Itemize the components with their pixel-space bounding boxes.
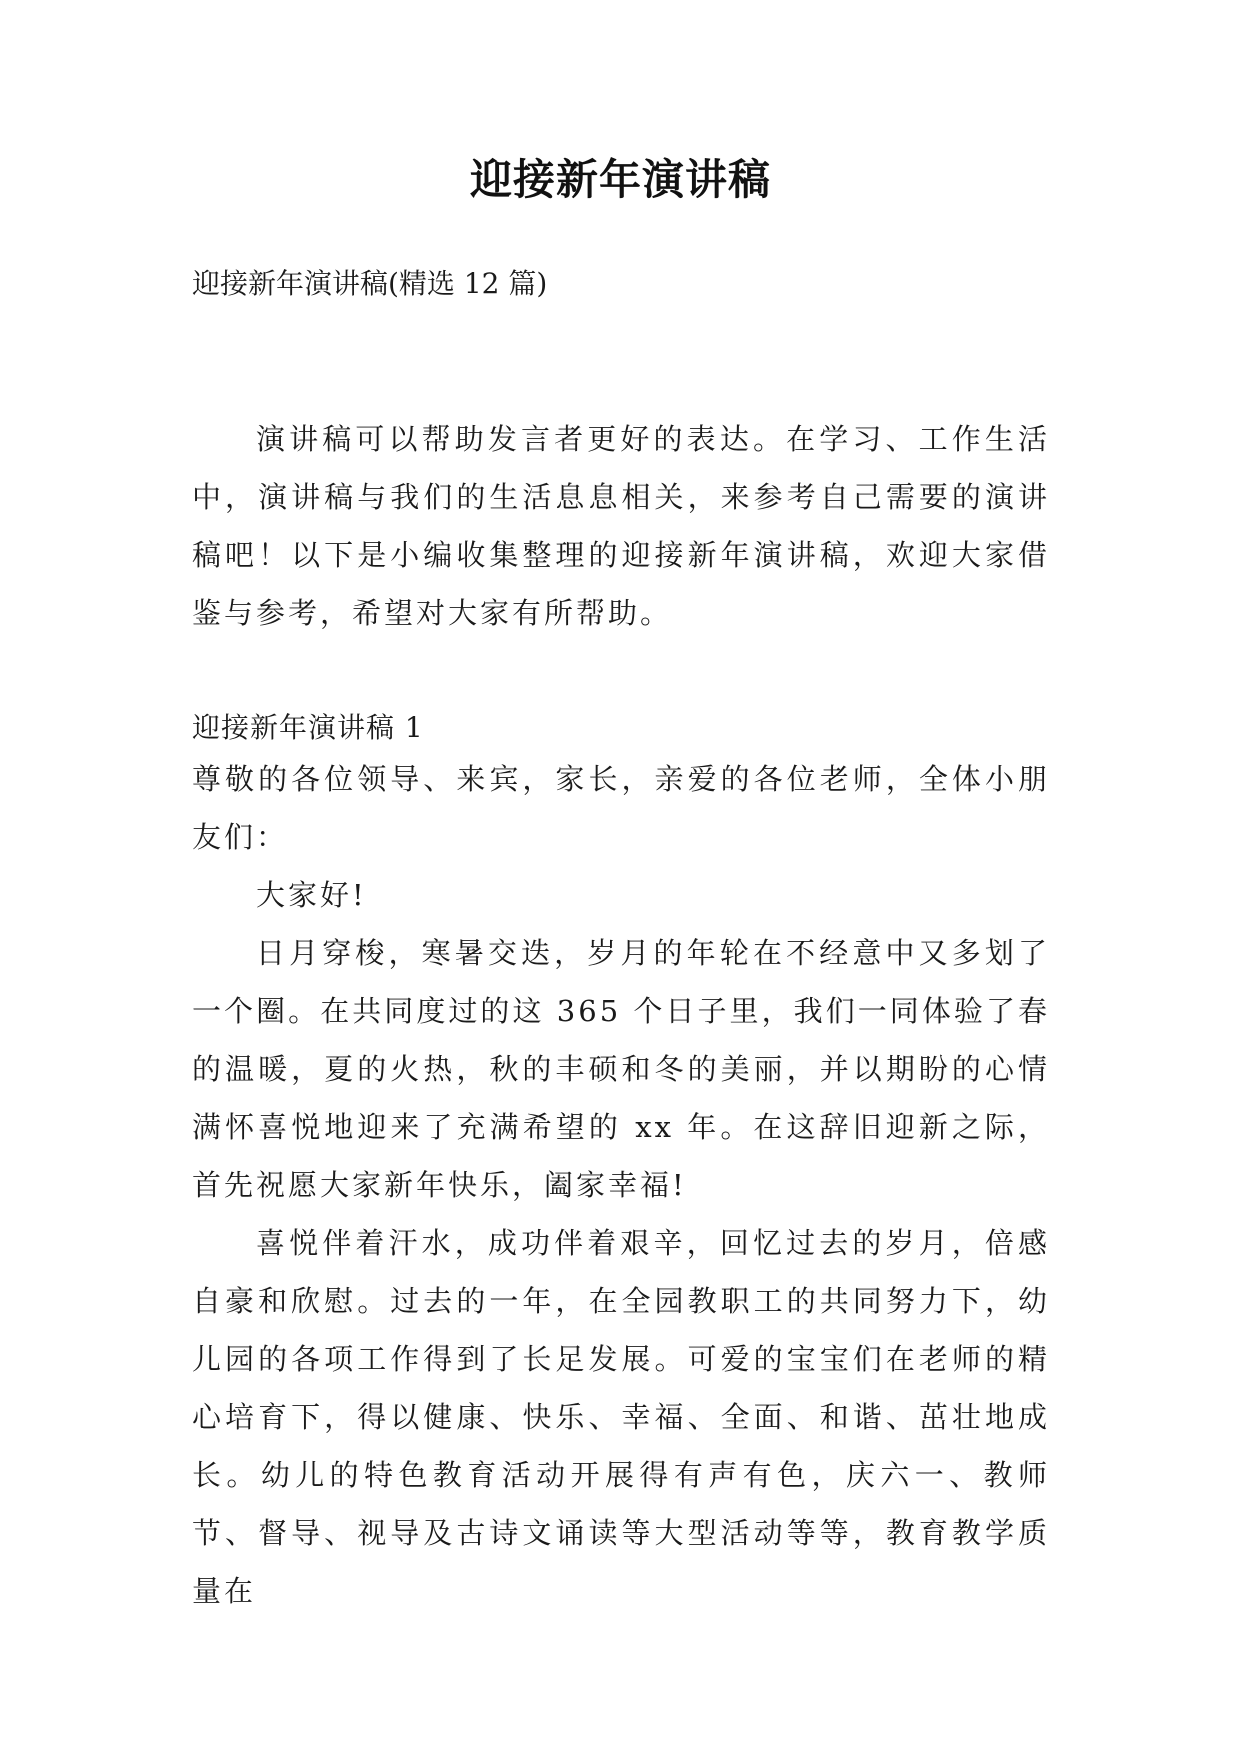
document-title: 迎接新年演讲稿 bbox=[469, 155, 771, 204]
document-subtitle: 迎接新年演讲稿(精选 12 篇) bbox=[192, 267, 548, 300]
salutation-text: 尊敬的各位领导、来宾，家长，亲爱的各位老师，全体小朋友们： bbox=[192, 762, 1050, 854]
section-heading: 迎接新年演讲稿 1 bbox=[192, 711, 424, 744]
speech-section-1 bbox=[192, 706, 1050, 1620]
intro-paragraph: 演讲稿可以帮助发言者更好的表达。在学习、工作生活中，演讲稿与我们的生活息息相关，来参考自己需要的演讲稿吧！以下是小编收集整理的迎接新年演讲稿，欢迎大家借鉴与参考，希望对大家有所帮助。 bbox=[192, 422, 1050, 630]
body-paragraph: 日月穿梭，寒暑交迭，岁月的年轮在不经意中又多划了一个圈。在共同度过的这 365 个日子里，我们一同体验了春的温暖，夏的火热，秋的丰硕和冬的美丽，并以期盼的心情满怀喜悦地迎来了充满希望的 xx 年。在这辞旧迎新之际，首先祝愿大家新年快乐，阖家幸福! bbox=[192, 936, 1050, 1202]
greeting-text: 大家好! bbox=[256, 878, 367, 912]
body-paragraph: 喜悦伴着汗水，成功伴着艰辛，回忆过去的岁月，倍感自豪和欣慰。过去的一年，在全园教职工的共同努力下，幼儿园的各项工作得到了长足发展。可爱的宝宝们在老师的精心培育下，得以健康、快乐、幸福、全面、和谐、茁壮地成长。幼儿的特色教育活动开展得有声有色，庆六一、教师节、督导、视导及古诗文诵读等大型活动等等，教育教学质量在 bbox=[192, 1226, 1050, 1608]
